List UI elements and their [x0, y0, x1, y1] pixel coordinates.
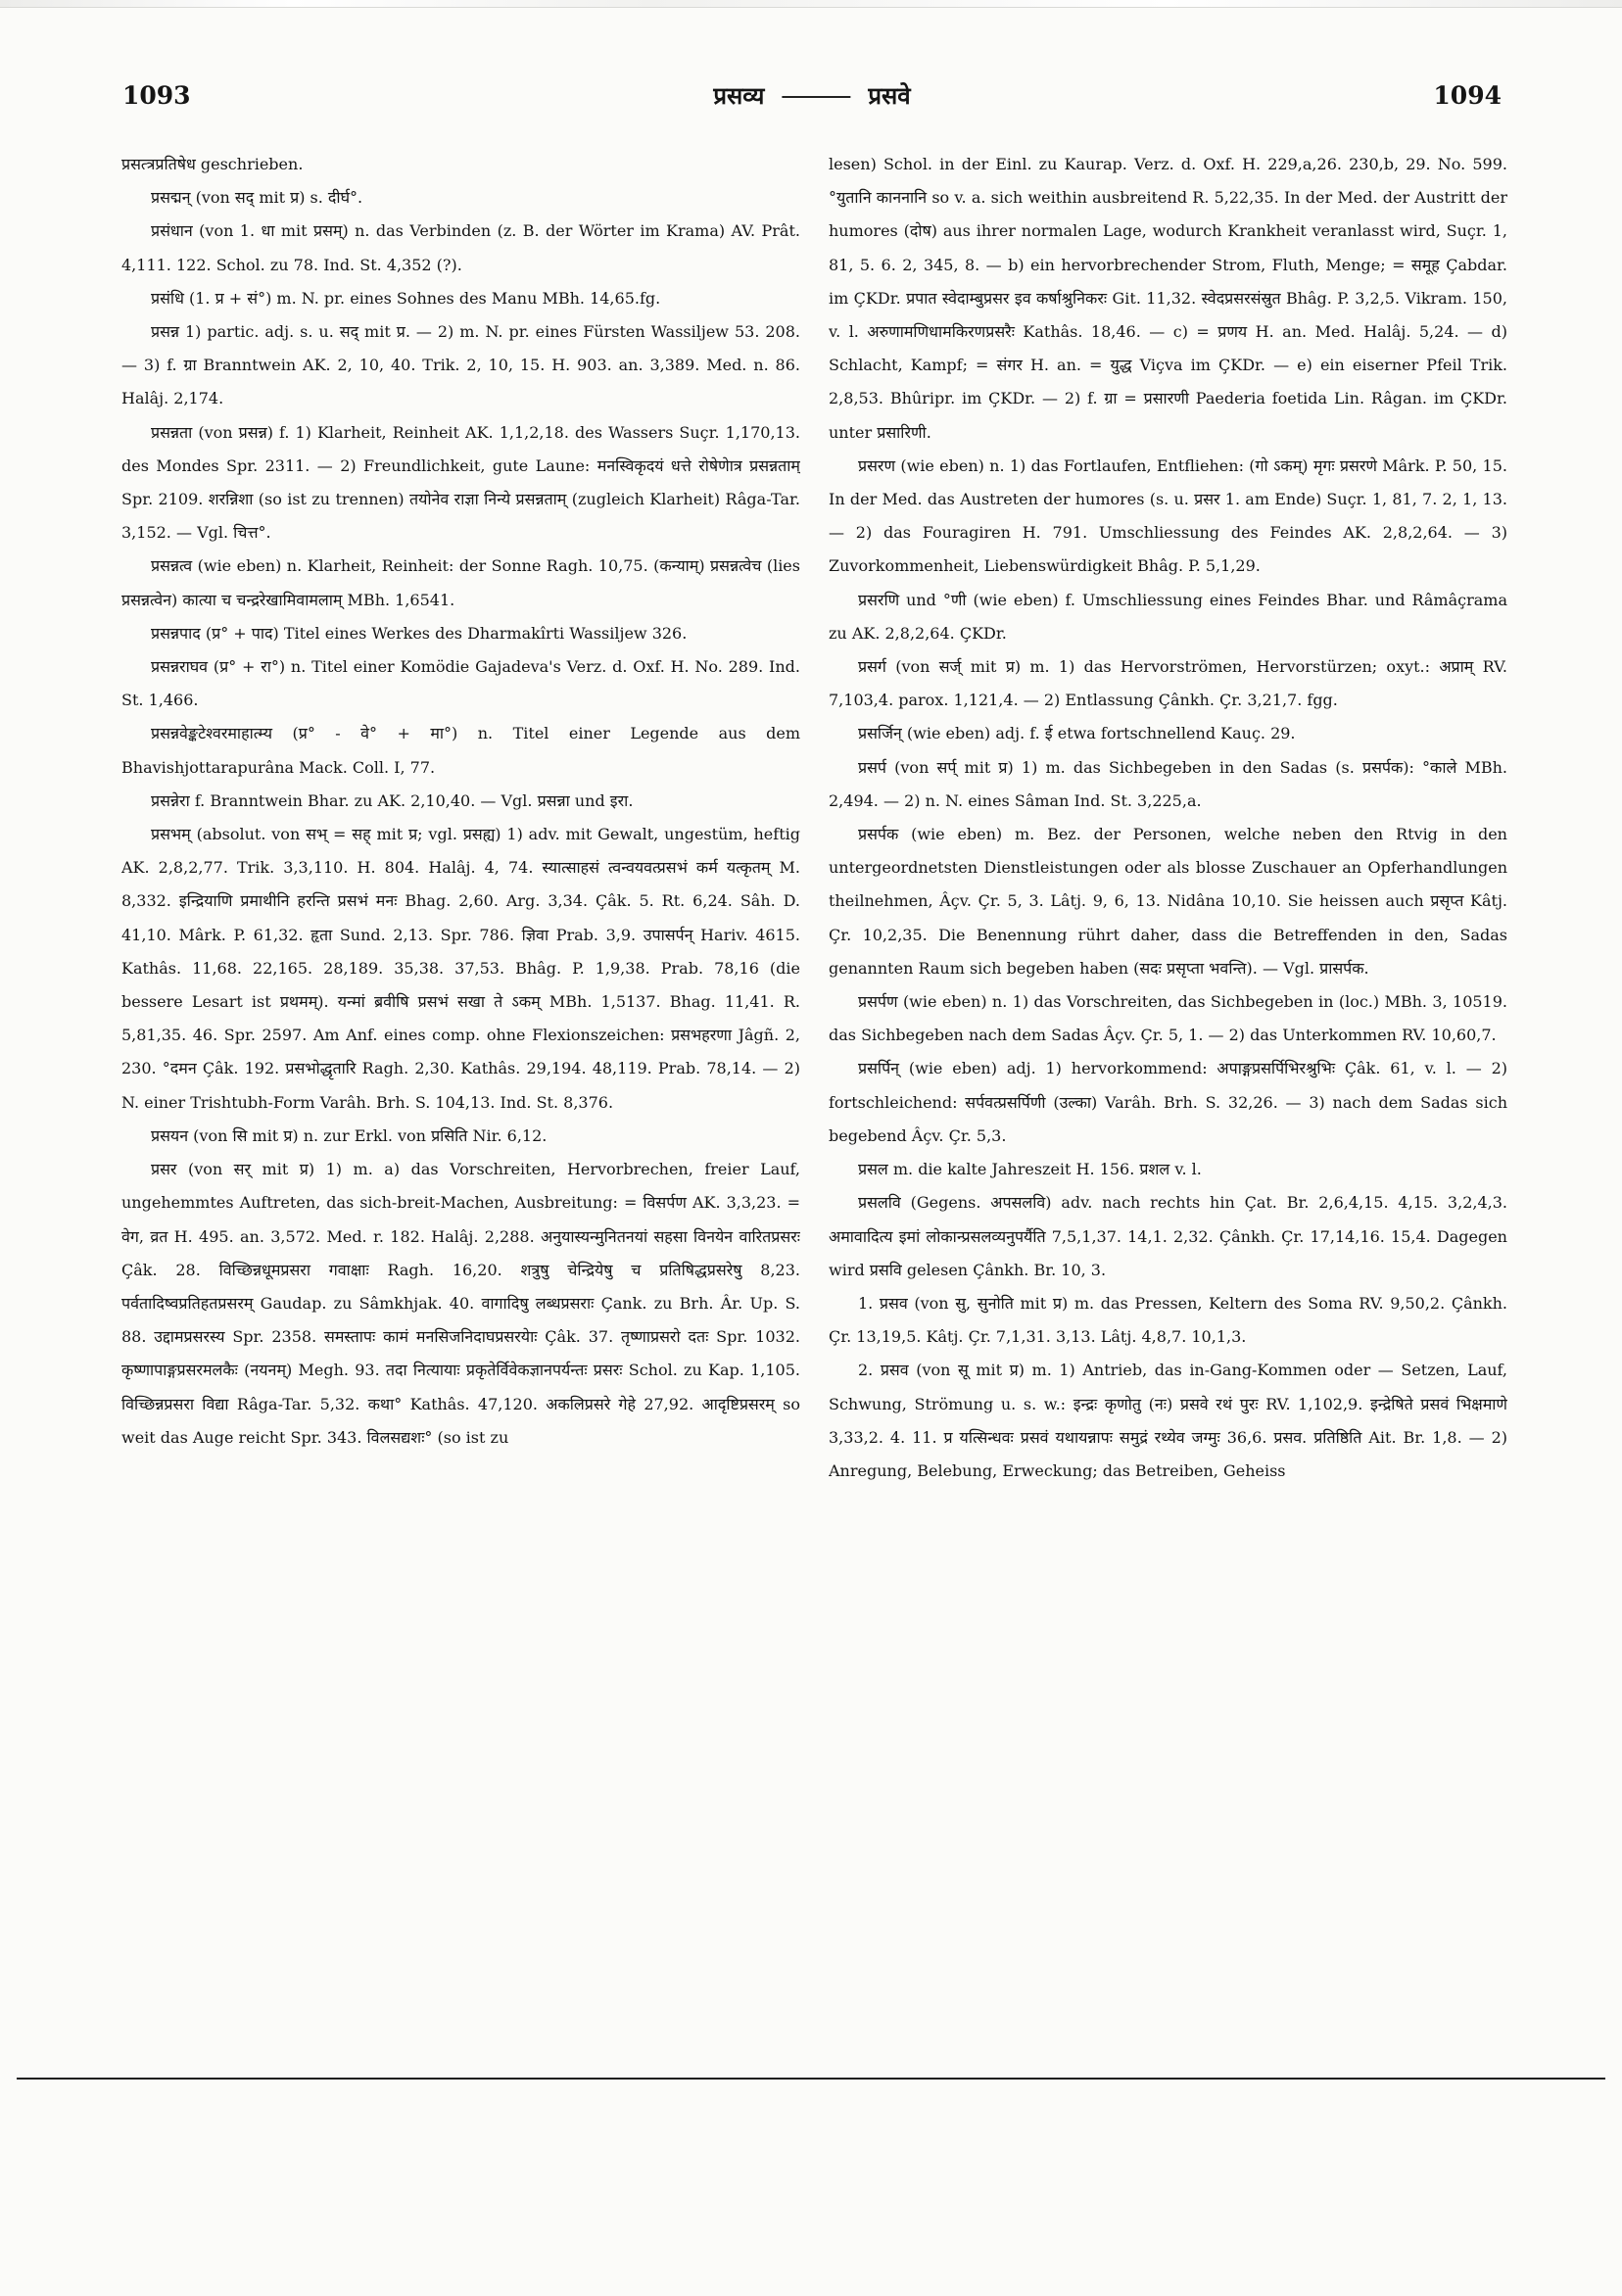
dictionary-entry: प्रसरणि und °णी (wie eben) f. Umschliessung eines Feindes Bhar. und Râmâçrama zu AK. 2,8,2,64. ÇKDr. [829, 590, 1507, 643]
dictionary-entry: प्रसन्नता (von प्रसन्न) f. 1) Klarheit, Reinheit AK. 1,1,2,18. des Wassers Suçr. 1,170,13. des Mondes Spr. 2311. — 2) Freundlichkeit, gute Laune: मनस्विकृदयं धत्ते रोषेणेात्र प्रसन्नताम् Spr. 2109. शरन्निशा (so ist zu trennen) तयोनेव राज्ञा निन्ये प्रसन्नताम् (zugleich Klarheit) Râga-Tar. 3,152. — Vgl. चित्त°. [121, 422, 800, 543]
dictionary-entry: प्रसर्पक (wie eben) m. Bez. der Personen, welche neben den Rtvig in den untergeordnetsten Dienstleistungen oder als blosse Zuschauer an Opferhandlungen theilnehmen, Âçv. Çr. 5, 3. Lâtj. 9, 6, 13. Nidâna 10,10. Sie heissen auch प्रसृप्त Kâtj. Çr. 10,2,35. Die Benennung rührt daher, dass die Betreffenden in den, Sadas genannten Raum sich begeben haben (सदः प्रसृप्ता भवन्ति). — Vgl. प्रासर्पक. [829, 825, 1507, 978]
dictionary-entry: प्रसरण (wie eben) n. 1) das Fortlaufen, Entfliehen: (गो ऽकम्) मृगः प्रसरणे Mârk. P. 50, 15. In der Med. das Austreten der humores (s. u. प्रसर 1. am Ende) Suçr. 1, 81, 7. 2, 1, 13. — 2) das Fouragiren H. 791. Umschliessung des Feindes AK. 2,8,2,64. — 3) Zuvorkommenheit, Liebenswürdigkeit Bhâg. P. 5,1,29. [829, 455, 1507, 576]
dictionary-entry: प्रसयन (von सि mit प्र) n. zur Erkl. von प्रसिति Nir. 6,12. [151, 1125, 548, 1145]
dictionary-entry: प्रसलवि (Gegens. अपसलवि) adv. nach rechts hin Çat. Br. 2,6,4,15. 4,15. 3,2,4,3. अमावादित्य इमां लोकान्प्रसलव्यनुपर्यैति 7,5,1,37. 14,1. 2,32. Çânkh. Çr. 17,14,16. 15,4. Dagegen wird प्रसवि gelesen Çânkh. Br. 10, 3. [829, 1193, 1507, 1279]
dictionary-entry: 1. प्रसव (von सु, सुनोति mit प्र) m. das Pressen, Keltern des Soma RV. 9,50,2. Çânkh. Çr. 13,19,5. Kâtj. Çr. 7,1,31. 3,13. Lâtj. 4,8,7. 10,1,3. [829, 1293, 1507, 1347]
dictionary-entry: प्रसन्नवेङ्कटेश्वरमाहात्म्य (प्र° - वे° + मा°) n. Titel einer Legende aus dem Bhavishjottarapurâna Mack. Coll. I, 77. [121, 724, 800, 777]
scan-edge [0, 0, 1622, 8]
dictionary-entry: प्रसंधान (von 1. धा mit प्रसम्) n. das Verbinden (z. B. der Wörter im Krama) AV. Prât. 4,111. 122. Schol. zu 78. Ind. St. 4,352 (?). [121, 221, 800, 274]
dictionary-entry: प्रसन्नपाद (प्र° + पाद) Titel eines Werkes des Dharmakîrti Wassiljew 326. [151, 623, 688, 643]
dictionary-entry: प्रसन्न 1) partic. adj. s. u. सद् mit प्र. — 2) m. N. pr. eines Fürsten Wassiljew 53. 208. — 3) f. ग्रा Branntwein AK. 2, 10, 40. Trik. 2, 10, 15. H. 903. an. 3,389. Med. n. 86. Halâj. 2,174. [121, 322, 800, 408]
headword-range [713, 79, 910, 112]
dictionary-entry: प्रसर्पिन् (wie eben) adj. 1) hervorkommend: अपाङ्गप्रसर्पिभिरश्रुभिः Çâk. 61, v. l. — 2) fortschleichend: सर्पवत्प्रसर्पिणी (उल्का) Varâh. Brh. S. 32,26. — 3) nach dem Sadas sich begebend Âçv. Çr. 5,3. [829, 1059, 1507, 1145]
dictionary-entry: प्रसर्पण (wie eben) n. 1) das Vorschreiten, das Sichbegeben in (loc.) MBh. 3, 10519. das Sichbegeben nach dem Sadas Âçv. Çr. 5, 1. — 2) das Unterkommen RV. 10,60,7. [829, 992, 1507, 1045]
range-separator [782, 96, 850, 98]
left-column [121, 148, 800, 1989]
dictionary-entry: प्रसन्नराघव (प्र° + रा°) n. Titel einer Komödie Gajadeva's Verz. d. Oxf. H. No. 289. Ind. St. 1,466. [121, 657, 800, 710]
footer-rule [17, 2078, 1605, 2080]
dictionary-entry: प्रसल m. die kalte Jahreszeit H. 156. प्रशल v. l. [858, 1160, 1202, 1179]
dictionary-entry: प्रसन्नेरा f. Branntwein Bhar. zu AK. 2,10,40. — Vgl. प्रसन्ना und इरा. [151, 790, 634, 810]
left-page-number: 1093 [122, 81, 191, 110]
right-page-number: 1094 [1433, 81, 1502, 110]
dictionary-entry: प्रसन्नत्व (wie eben) n. Klarheit, Reinheit: der Sonne Ragh. 10,75. (कन्याम्) प्रसन्नत्वेच (lies प्रसन्नत्वेन) कात्या च चन्द्ररेखामिवामलाम् MBh. 1,6541. [121, 556, 800, 609]
page-header [122, 81, 1502, 120]
dictionary-entry: प्रसत्त्रप्रतिषेध geschrieben. [121, 155, 304, 173]
dictionary-entry: 2. प्रसव (von सू mit प्र) m. 1) Antrieb, das in-Gang-Kommen oder — Setzen, Lauf, Schwung, Strömung u. s. w.: इन्द्रः कृणोतु (नः) प्रसवे रथं पुरः RV. 1,102,9. इन्द्रेषिते प्रसवं भिक्षमाणे 3,33,2. 4. 11. प्र यत्सिन्धवः प्रसवं यथायन्नापः समुद्रं रथ्येव जग्मुः 36,6. प्रसव. प्रतिष्ठिति Ait. Br. 1,8. — 2) Anregung, Belebung, Erweckung; das Betreiben, Geheiss [829, 1361, 1507, 1480]
right-column [829, 148, 1507, 1989]
dictionary-entry: प्रसर्प (von सर्प् mit प्र) 1) m. das Sichbegeben in den Sadas (s. प्रसर्पक): °काले MBh. 2,494. — 2) n. N. eines Sâman Ind. St. 3,225,a. [829, 757, 1507, 810]
dictionary-entry: प्रसर्जिन् (wie eben) adj. f. ई etwa fortschnellend Kauç. 29. [858, 724, 1296, 743]
dictionary-entry: प्रसर्ग (von सर्ज् mit प्र) m. 1) das Hervorströmen, Hervorstürzen; oxyt.: अप्राम् RV. 7,103,4. parox. 1,121,4. — 2) Entlassung Çânkh. Çr. 3,21,7. fgg. [829, 657, 1507, 710]
range-end-headword: प्रसवे [868, 82, 911, 110]
dictionary-entry: प्रसभम् (absolut. von सभ् = सह् mit प्र; vgl. प्रसह्य) 1) adv. mit Gewalt, ungestüm, heftig AK. 2,8,2,77. Trik. 3,3,110. H. 804. Halâj. 4, 74. स्यात्साहसं त्वन्वयवत्प्रसभं कर्म यत्कृतम् M. 8,332. इन्द्रियाणि प्रमाथीनि हरन्ति प्रसभं मनः Bhag. 2,60. Arg. 3,34. Çâk. 5. Rt. 6,24. Sâh. D. 41,10. Mârk. P. 61,32. हृता Sund. 2,13. Spr. 786. ज्ञिवा Prab. 3,9. उपासर्पन् Hariv. 4615. Kathâs. 11,68. 22,165. 28,189. 35,38. 37,53. Bhâg. P. 1,9,38. Prab. 78,16 (die bessere Lesart ist प्रथमम्). यन्मां ब्रवीषि प्रसभं सखा ते ऽकम् MBh. 1,5137. Bhag. 11,41. R. 5,81,35. 46. Spr. 2597. Am Anf. eines comp. ohne Flexionszeichen: प्रसभहरणा Jâgñ. 2, 230. °दमन Çâk. 192. प्रसभोद्धृतारि Ragh. 2,30. Kathâs. 29,194. 48,119. Prab. 78,14. — 2) N. einer Trishtubh-Form Varâh. Brh. S. 104,13. Ind. St. 8,376. [121, 825, 800, 1112]
range-start-headword: प्रसव्य [713, 82, 765, 110]
dictionary-entry: प्रसर (von सर् mit प्र) 1) m. a) das Vorschreiten, Hervorbrechen, freier Lauf, ungehemmtes Auftreten, das sich-breit-Machen, Ausbreitung: = विसर्पण AK. 3,3,23. = वेग, व्रत H. 495. an. 3,572. Med. r. 182. Halâj. 2,288. अनुयास्यन्मुनितनयां सहसा विनयेन वारितप्रसरः Çâk. 28. विच्छिन्नधूमप्रसरा गवाक्षाः Ragh. 16,20. शत्रुषु चेन्द्रियेषु च प्रतिषिद्धप्रसरेषु 8,23. पर्वतादिष्वप्रतिहतप्रसरम् Gaudap. zu Sâmkhjak. 40. वागादिषु लब्धप्रसराः Çank. zu Brh. Âr. Up. S. 88. उद्दामप्रसरस्य Spr. 2358. समस्तापः कामं मनसिजनिदाघप्रसरयेाः Çâk. 37. तृष्णाप्रसरो दतः Spr. 1032. कृष्णापाङ्गप्रसरमलकैः (नयनम्) Megh. 93. तदा नित्यायाः प्रकृतेर्विवेकज्ञानपर्यन्तः प्रसरः Schol. zu Kap. 1,105. विच्छिन्नप्रसरा विद्या Râga-Tar. 5,32. कथा° Kathâs. 47,120. अकलिप्रसरे गेहे 27,92. आदृष्टिप्रसरम् so weit das Auge reicht Spr. 343. विलसद्यशः° (so ist zu [121, 1160, 800, 1447]
dictionary-entry: प्रसंधि (1. प्र + सं°) m. N. pr. eines Sohnes des Manu MBh. 14,65.fg. [151, 288, 661, 308]
dictionary-entry: lesen) Schol. in der Einl. zu Kaurap. Verz. d. Oxf. H. 229,a,26. 230,b, 29. No. 599. °युतानि काननानि so v. a. sich weithin ausbreitend R. 5,22,35. In der Med. der Austritt der humores (दोष) aus ihrer normalen Lage, wodurch Krankheit veranlasst wird, Suçr. 1, 81, 5. 6. 2, 345, 8. — b) ein hervorbrechender Strom, Fluth, Menge; = समूह Çabdar. im ÇKDr. प्रपात स्वेदाम्बुप्रसर इव कर्षाश्रुनिकरः Git. 11,32. स्वेदप्रसरसंस्रुत Bhâg. P. 3,2,5. Vikram. 150, v. l. अरुणामणिधामकिरणप्रसरैः Kathâs. 18,46. — c) = प्रणय H. an. Med. Halâj. 5,24. — d) Schlacht, Kampf; = संगर H. an. = युद्ध Viçva im ÇKDr. — e) ein eiserner Pfeil Trik. 2,8,53. Bhûripr. im ÇKDr. — 2) f. ग्रा = प्रसारणी Paederia foetida Lin. Râgan. im ÇKDr. unter प्रसारिणी. [829, 155, 1507, 442]
dictionary-entry: प्रसद्मन् (von सद् mit प्र) s. दीर्घ°. [151, 188, 363, 208]
